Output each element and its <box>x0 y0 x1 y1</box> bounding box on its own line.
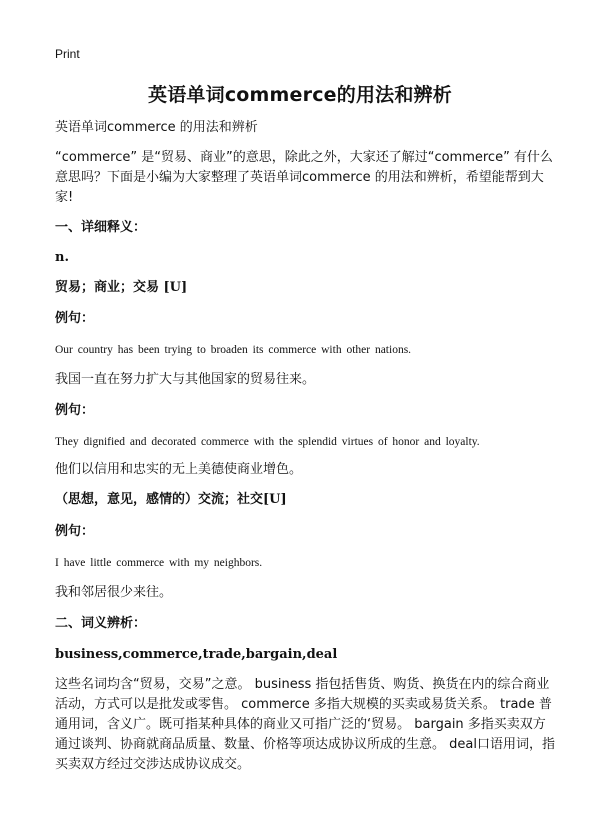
example-label-2: 例句： <box>55 403 95 418</box>
synonym-explanation: 这些名词均含“贸易，交易”之意。 business 指包括售货、购货、换货在内的综合商业活动，方式可以是批发或零售。 commerce 多指大规模的买卖或易货关系。 trade 普通用词，含义广。既可指某种具体的商业又可指广泛的‘贸易。 bargain 多指买卖双方通过谈判、协商就商品质量、数量、价格等项达成协议所成的生意。 deal口语用词，指买卖双方经过交涉达成协议成交。 <box>55 677 555 772</box>
section1-heading: 一、详细释义： <box>55 220 147 235</box>
part-of-speech: n. <box>55 250 69 265</box>
example1-english: Our country has been trying to broaden its commerce with other nations. <box>55 344 412 356</box>
section2-heading: 二、词义辨析： <box>55 616 147 631</box>
sense-2: （思想，意见，感情的）交流；社交[U] <box>55 492 287 507</box>
example-label-3: 例句： <box>55 524 95 539</box>
print-label: Print <box>55 47 80 61</box>
example3-english: I have little commerce with my neighbors. <box>55 557 263 569</box>
subtitle: 英语单词commerce 的用法和辨析 <box>55 120 258 135</box>
example-label-1: 例句： <box>55 311 95 326</box>
example3-chinese: 我和邻居很少来往。 <box>55 585 173 600</box>
example2-english: They dignified and decorated commerce with the splendid virtues of honor and loyalty. <box>55 436 480 448</box>
example1-chinese: 我国一直在努力扩大与其他国家的贸易往来。 <box>55 372 316 387</box>
intro-paragraph: “commerce” 是“贸易、商业”的意思，除此之外，大家还了解过“commerce” 有什么意思吗？下面是小编为大家整理了英语单词commerce 的用法和辨析，希望能帮到大家! <box>55 150 553 205</box>
sense-1: 贸易；商业；交易 [U] <box>55 280 188 295</box>
page-title: 英语单词commerce的用法和辨析 <box>148 84 452 106</box>
example2-chinese: 他们以信用和忠实的无上美德使商业增色。 <box>55 462 303 477</box>
synonym-words: business,commerce,trade,bargain,deal <box>55 647 338 662</box>
